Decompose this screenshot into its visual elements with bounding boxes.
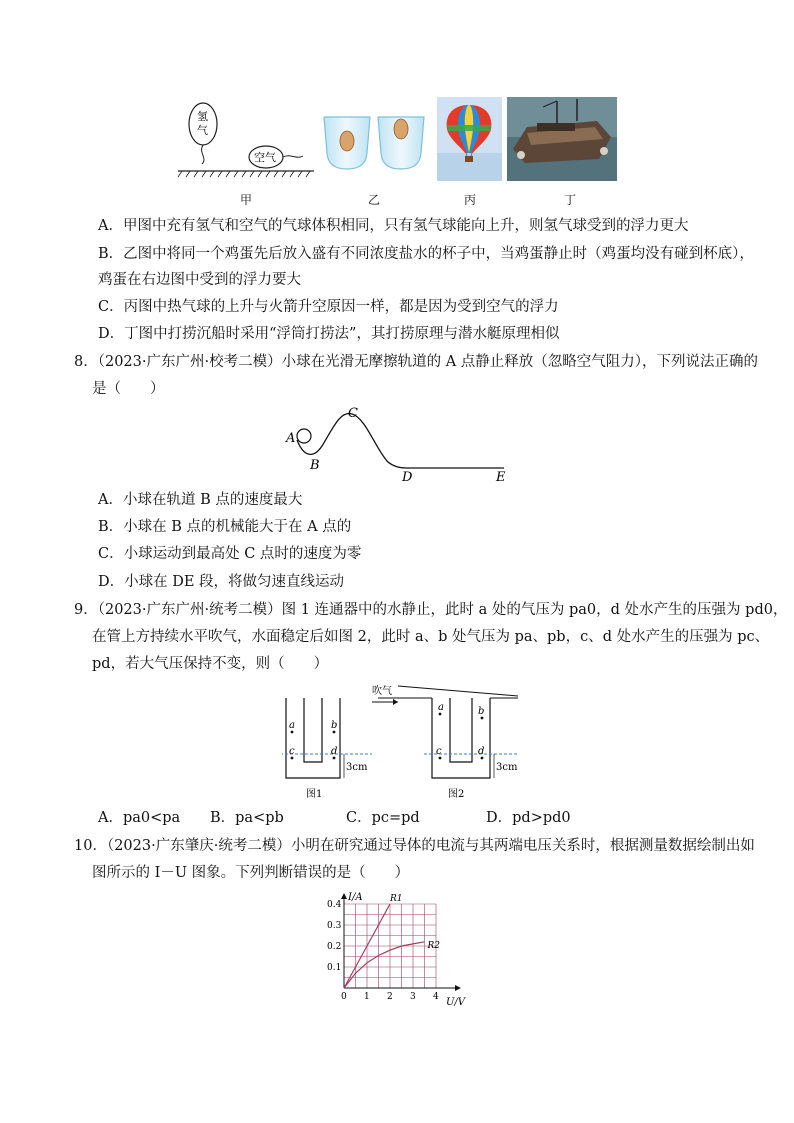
fig2-label-b: b <box>478 706 485 717</box>
q7-figure-jia <box>176 98 316 188</box>
q10-stem-line1: 10．（2023·广东肇庆·统考二模）小明在研究通过导体的电流与其两端电压关系时，根据测量数据绘制出如 <box>74 838 755 854</box>
fig-label-jia: 甲 <box>240 193 253 207</box>
q7-option-b-line1: B．乙图中将同一个鸡蛋先后放入盛有不同浓度盐水的杯子中，当鸡蛋静止时（鸡蛋均没有碰到杯底）， <box>98 246 754 262</box>
fig1-label-b: b <box>331 720 338 731</box>
fig2-caption: 图2 <box>448 789 465 800</box>
fig1-height-label: 3cm <box>346 762 368 773</box>
x-tick-label: 1 <box>364 992 370 1002</box>
q9-option-c: C．pc=pd <box>346 810 420 826</box>
track-label-c: C <box>348 406 358 421</box>
q7-option-b-line2: 鸡蛋在右边图中受到的浮力要大 <box>98 272 301 288</box>
x-tick-label: 2 <box>387 992 393 1002</box>
q8-option-c: C．小球运动到最高处 C 点时的速度为零 <box>98 546 362 562</box>
track-label-b: B <box>310 458 320 473</box>
y-tick-label: 0.4 <box>327 900 342 910</box>
q8-option-b: B．小球在 B 点的机械能大于在 A 点的 <box>98 519 352 535</box>
x-tick-label: 3 <box>410 992 416 1002</box>
track-label-a: A <box>286 431 296 446</box>
label-hydrogen-2: 气 <box>197 124 208 137</box>
q8-stem-line2: 是（ ） <box>92 381 165 397</box>
q9-option-b: B．pa<pb <box>210 810 284 826</box>
q9-option-d: D．pd>pd0 <box>486 810 571 826</box>
q8-stem-line1: 8．（2023·广东广州·校考二模）小球在光滑无摩擦轨道的 A 点静止释放（忽略空气阻力），下列说法正确的 <box>74 354 759 370</box>
q7-figure-ding <box>507 97 617 181</box>
x-tick-label: 4 <box>433 992 439 1002</box>
series-label-r1: R1 <box>390 894 403 904</box>
fig1-label-c: c <box>289 746 295 757</box>
series-label-r2: R2 <box>427 940 441 951</box>
y-tick-label: 0.1 <box>327 963 342 973</box>
q9-figure-2 <box>368 682 523 800</box>
y-axis-arrow <box>341 893 347 899</box>
label-air: 空气 <box>254 151 276 164</box>
fig1-label-a: a <box>289 720 295 731</box>
q7-option-c: C．丙图中热气球的上升与火箭升空原因一样，都是因为受到空气的浮力 <box>98 299 559 315</box>
q7-figure-yi <box>320 113 432 173</box>
q9-stem-line1: 9．（2023·广东广州·统考二模）图 1 连通器中的水静止，此时 a 处的气压为 pa0，d 处水产生的压强为 pd0， <box>74 602 788 618</box>
y-tick-label: 0.2 <box>327 942 342 952</box>
fig2-label-a: a <box>438 702 444 713</box>
q9-stem-line3: pd，若大气压保持不变，则（ ） <box>92 656 329 672</box>
q9-stem-line2: 在管上方持续水平吹气，水面稳定后如图 2，此时 a、b 处气压为 pa、pb，c、d 处水产生的压强为 pc、 <box>92 629 770 645</box>
track-label-e: E <box>496 470 506 485</box>
y-tick-label: 0.3 <box>327 921 342 931</box>
iu-chart <box>318 888 478 1006</box>
fig1-caption: 图1 <box>306 789 323 800</box>
label-hydrogen-1: 氢 <box>197 110 208 123</box>
q7-option-d: D．丁图中打捞沉船时采用“浮筒打捞法”，其打捞原理与潜水艇原理相似 <box>98 326 560 342</box>
q8-option-a: A．小球在轨道 B 点的速度最大 <box>98 492 303 508</box>
q9-option-a: A．pa0<pa <box>98 810 181 826</box>
fig-label-yi: 乙 <box>368 193 381 207</box>
fig-label-bing: 丙 <box>464 193 477 207</box>
q7-option-a: A．甲图中充有氢气和空气的气球体积相同，只有氢气球能向上升，则氢气球受到的浮力更大 <box>98 218 689 234</box>
track-label-d: D <box>402 470 413 485</box>
fig2-label-c: c <box>436 746 442 757</box>
x-axis-arrow <box>455 985 461 991</box>
q9-figure-1 <box>282 690 372 800</box>
fig2-label-d: d <box>478 746 485 757</box>
q8-option-d: D．小球在 DE 段，将做匀速直线运动 <box>98 574 345 590</box>
q8-track-figure <box>282 400 512 486</box>
fig2-blow-label: 吹气 <box>372 686 392 697</box>
chart-y-axis-label: I/A <box>348 892 363 903</box>
fig1-label-d: d <box>331 746 338 757</box>
q10-stem-line2: 图所示的 I－U 图象。下列判断错误的是（ ） <box>92 865 410 881</box>
q7-figure-bing <box>437 97 502 181</box>
chart-x-axis-label: U/V <box>446 997 466 1006</box>
fig-label-ding: 丁 <box>564 193 577 207</box>
fig2-height-label: 3cm <box>496 762 518 773</box>
x-tick-label: 0 <box>341 992 347 1002</box>
